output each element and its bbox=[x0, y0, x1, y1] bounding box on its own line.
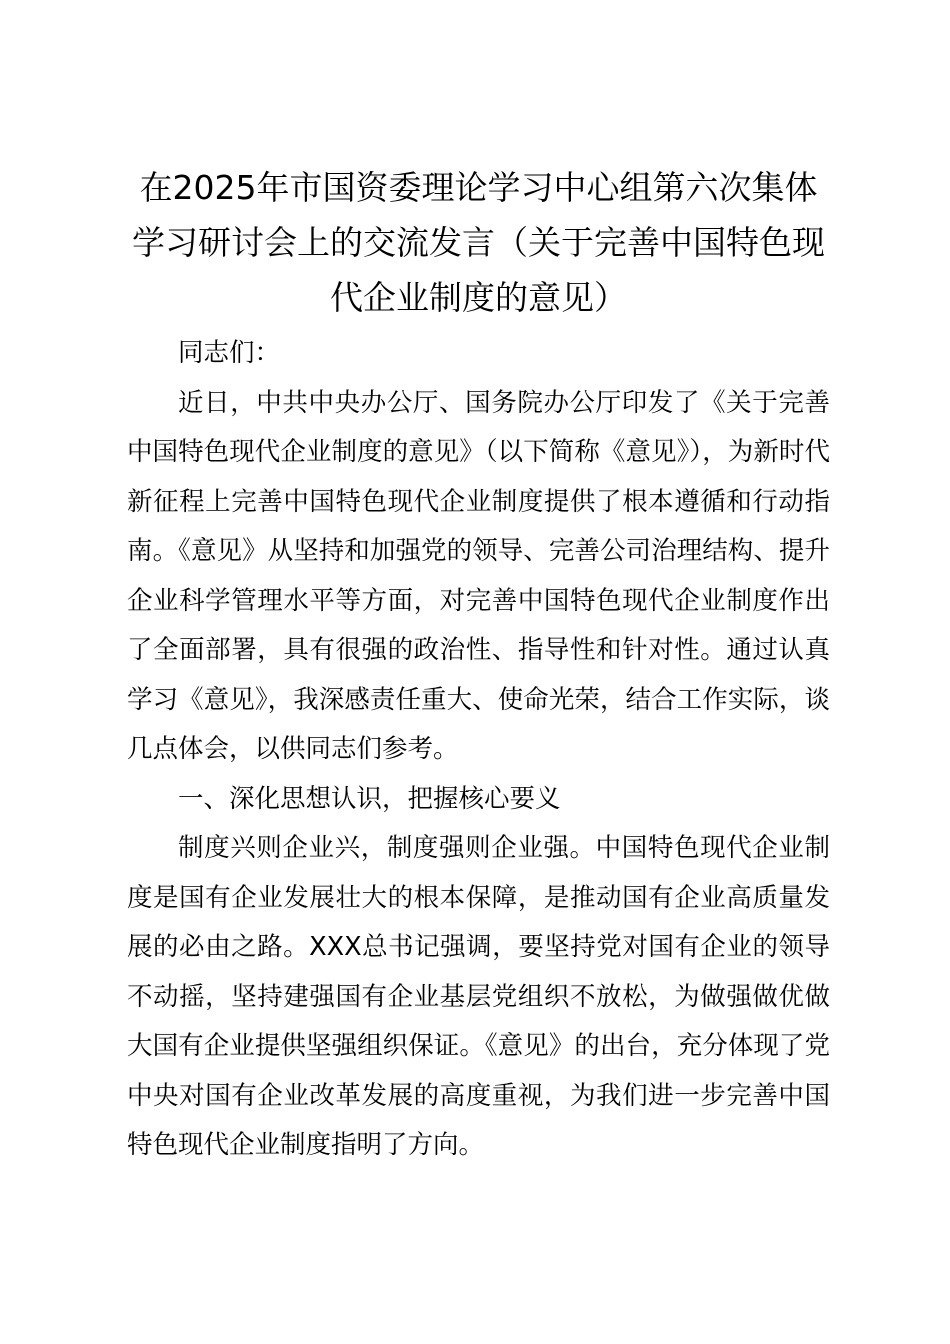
document-title: 在2025年市国资委理论学习中心组第六次集体学习研讨会上的交流发言（关于完善中国特色现代企业制度的意见） bbox=[132, 168, 825, 317]
section-heading: 一、深化思想认识，把握核心要义 bbox=[178, 783, 561, 814]
document-body bbox=[127, 329, 830, 1171]
salutation: 同志们： bbox=[178, 338, 281, 368]
body-paragraph: 制度兴则企业兴，制度强则企业强。中国特色现代企业制度是国有企业发展壮大的根本保障，是推动国有企业高质量发展的必由之路。XXX总书记强调，要坚持党对国有企业的领导不动摇，坚持建强国有企业基层党组织不放松，为做强做优做大国有企业提供坚强组织保证。《意见》的出台，充分体现了党中央对国有企业改革发展的高度重视，为我们进一步完善中国特色现代企业制度指明了方向。 bbox=[127, 833, 830, 1160]
body-paragraph: 近日，中共中央办公厅、国务院办公厅印发了《关于完善中国特色现代企业制度的意见》（以下简称《意见》），为新时代新征程上完善中国特色现代企业制度提供了根本遵循和行动指南。《意见》从坚持和加强党的领导、完善公司治理结构、提升企业科学管理水平等方面，对完善中国特色现代企业制度作出了全面部署，具有很强的政治性、指导性和针对性。通过认真学习《意见》，我深感责任重大、使命光荣，结合工作实际，谈几点体会，以供同志们参考。 bbox=[127, 387, 830, 764]
